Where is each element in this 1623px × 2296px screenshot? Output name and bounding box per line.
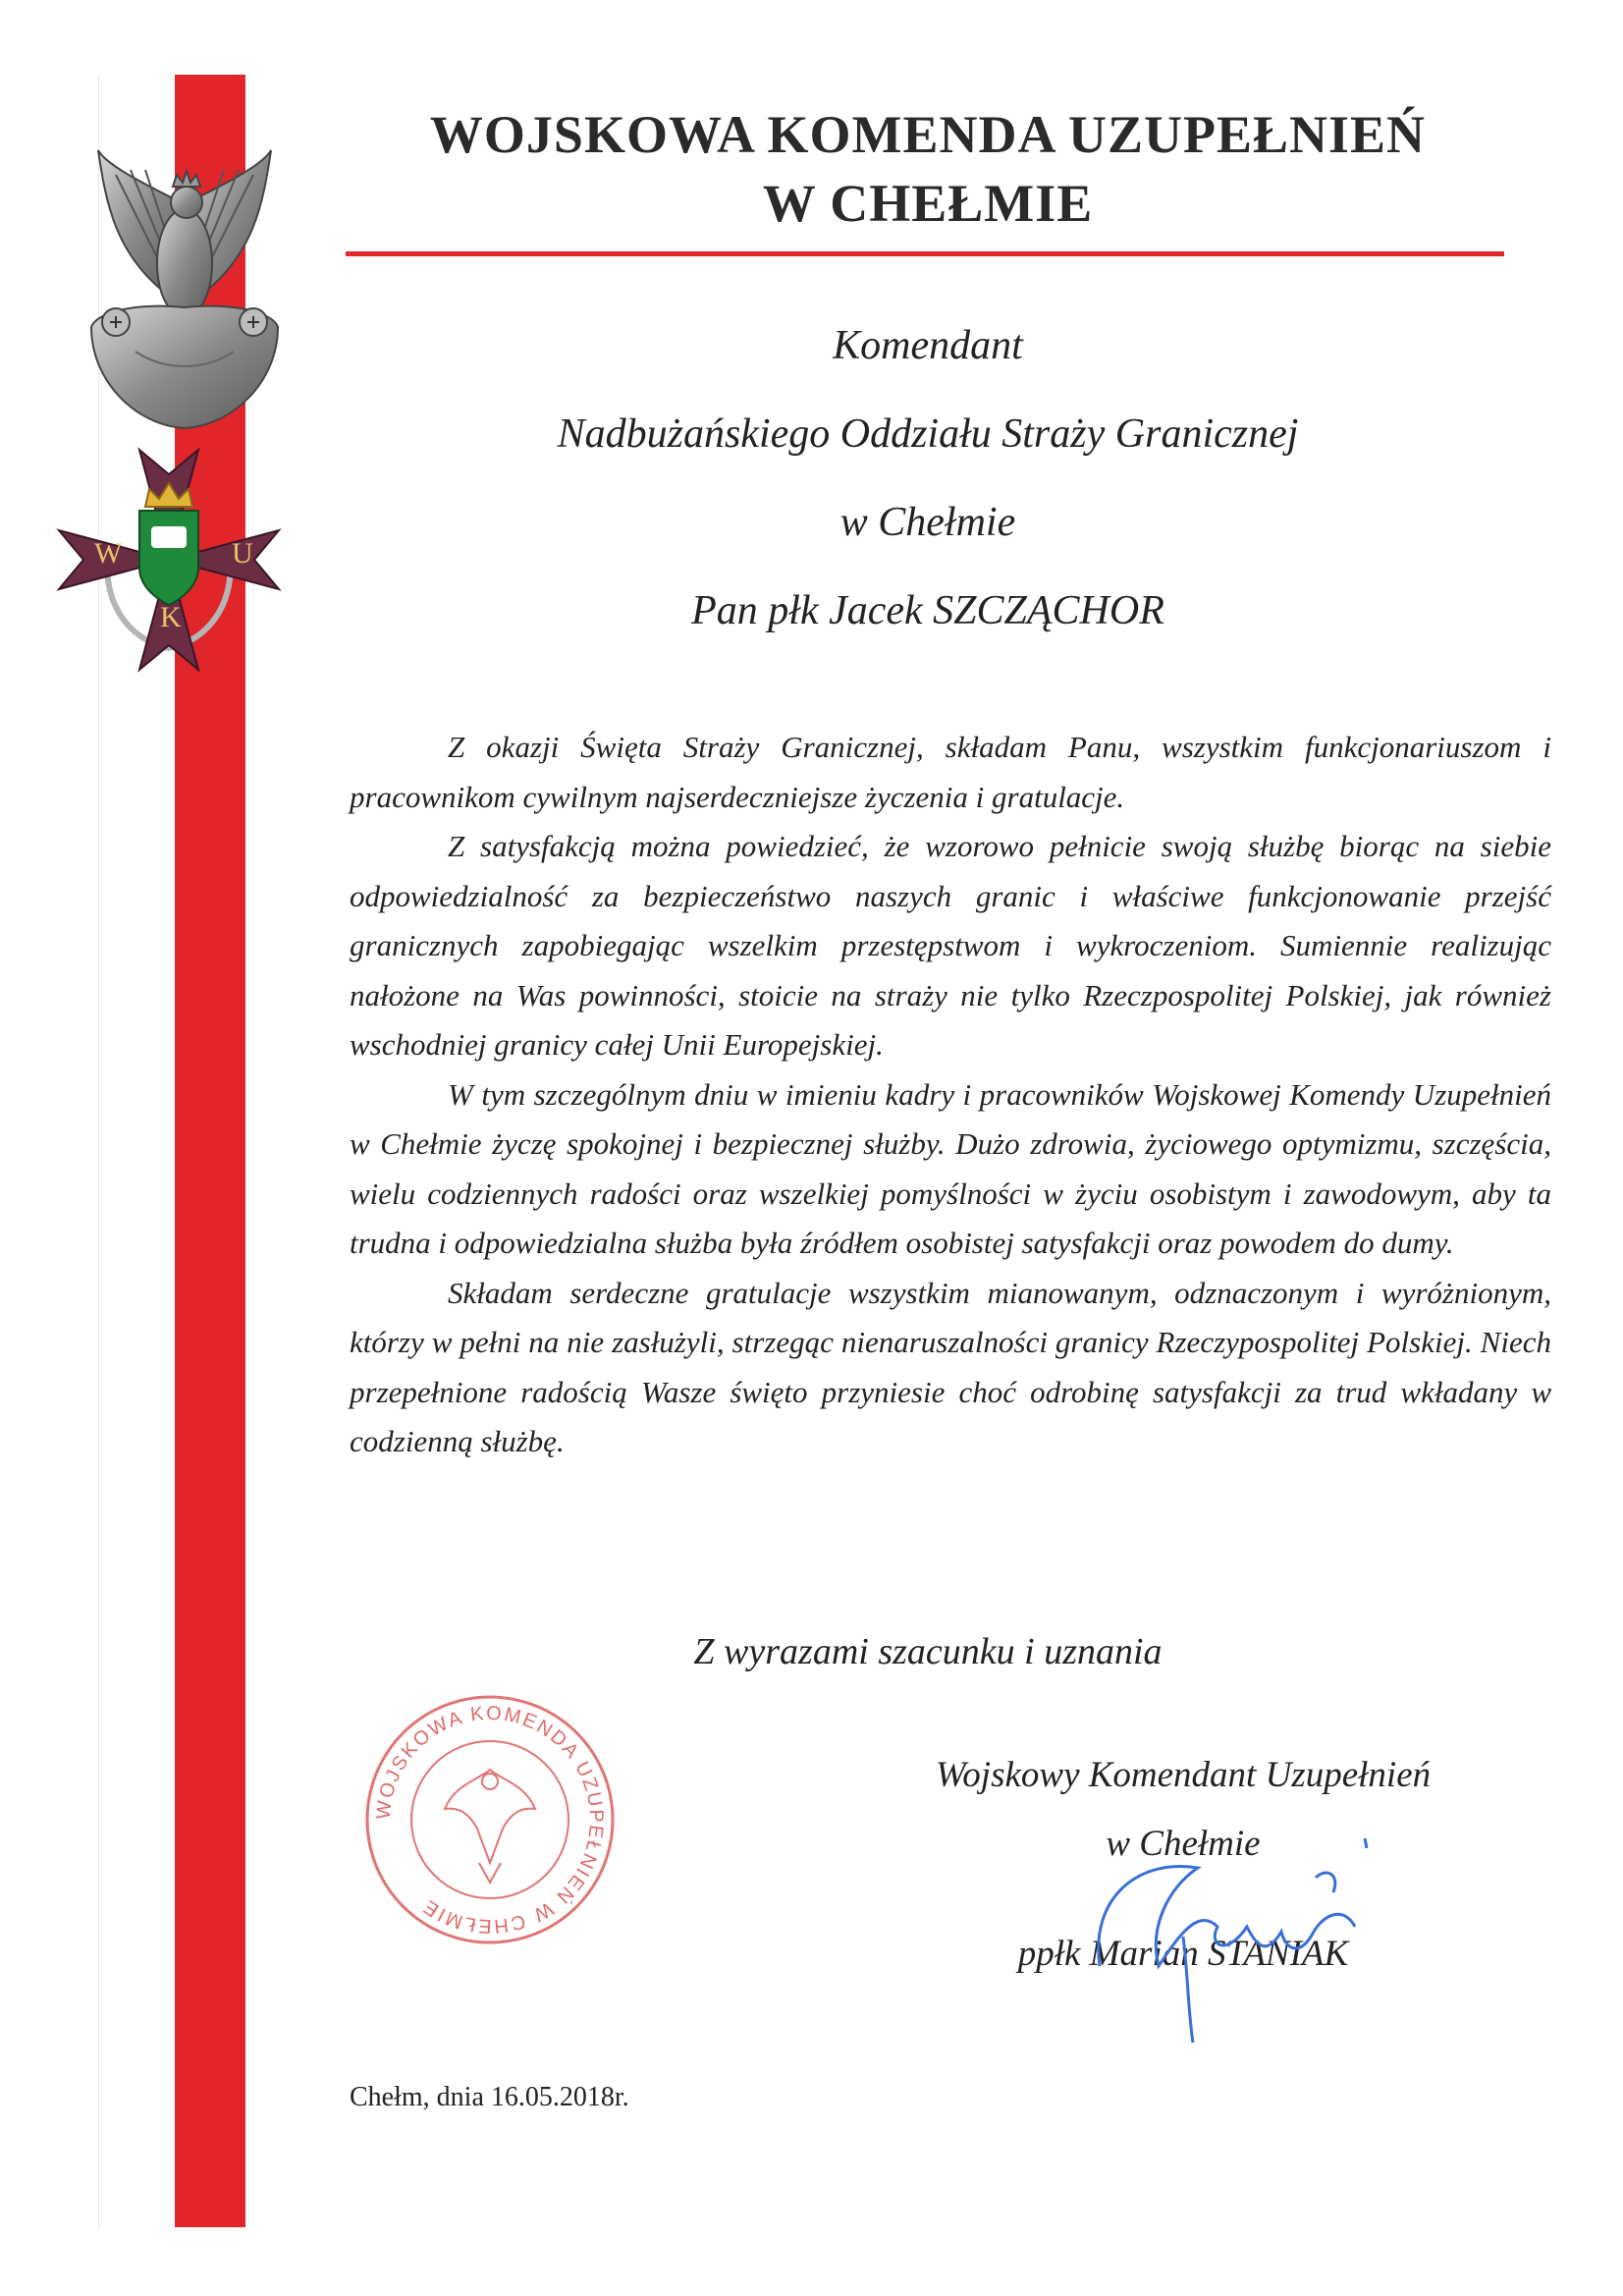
signatory-title-line2: w Chełmie xyxy=(1106,1824,1261,1864)
wku-letter-k: K xyxy=(160,601,182,633)
addressee-line3: w Chełmie xyxy=(839,500,1016,545)
body-paragraph-1: Z okazji Święta Straży Granicznej, składam Panu, wszystkim funkcjonariuszom i pracownikom cywilnym najserdeczniejsze życzenia i gratulacje. xyxy=(350,730,1551,814)
signatory-name: ppłk Marian STANIAK xyxy=(1017,1934,1349,1974)
addressee-line1: Komendant xyxy=(833,323,1023,368)
body-paragraph-4: Składam serdeczne gratulacje wszystkim mianowanym, odznaczonym i wyróżnionym, którzy w pełni na nie zasłużyli, strzegąc nienaruszalności granicy Rzeczypospolitej Polskiej. Niech przepełnione radością Wasze święto przyniesie choć odrobinę satysfakcji za trud wkładany w codzienną służbę. xyxy=(350,1275,1551,1458)
header-divider xyxy=(346,251,1504,256)
wku-letter-u: U xyxy=(232,537,253,570)
handwritten-signature xyxy=(1060,1819,1394,2045)
institution-title-line1: WOJSKOWA KOMENDA UZUPEŁNIEŃ xyxy=(429,105,1427,164)
signatory-title-line1: Wojskowy Komendant Uzupełnień xyxy=(935,1755,1432,1795)
addressee-line2: Nadbużańskiego Oddziału Straży Granicznej xyxy=(557,411,1299,457)
body-paragraph-2: Z satysfakcją można powiedzieć, że wzorowo pełnicie swoją służbę biorąc na siebie odpowiedzialność za bezpieczeństwo naszych granic i właściwe funkcjonowanie przejść granicznych zapobiegając wszelkim przestępstwom i wykroczeniom. Sumiennie realizując nałożone na Was powinności, stoicie na straży nie tylko Rzeczpospolitej Polskiej, jak również wschodniej granicy całej Unii Europejskiej. xyxy=(350,829,1551,1062)
stamp-eagle-icon xyxy=(445,1770,535,1883)
stamp-ring-text: WOJSKOWA KOMENDA UZUPEŁNIEŃ W CHEŁMIE xyxy=(372,1702,608,1938)
svg-text:WOJSKOWA KOMENDA UZUPEŁNIEŃ W xyxy=(373,1703,608,1938)
military-eagle-badge-icon xyxy=(77,145,293,430)
place-and-date: Chełm, dnia 16.05.2018r. xyxy=(350,2082,629,2112)
institution-title-line2: W CHEŁMIE xyxy=(762,174,1094,233)
wku-letter-w: W xyxy=(94,537,123,570)
body-paragraph-3: W tym szczególnym dniu w imieniu kadry i pracowników Wojskowej Komendy Uzupełnień w Chełmie życzę spokojnej i bezpiecznej służby. Dużo zdrowia, życiowego optymizmu, szczęścia, wielu codziennych radości oraz wszelkiej pomyślności w życiu osobistym i zawodowym, aby ta trudna i odpowiedzialna służba była źródłem osobistej satysfakcji oraz powodem do dumy. xyxy=(350,1076,1551,1260)
addressee-line4: Pan płk Jacek SZCZĄCHOR xyxy=(691,588,1164,633)
letter-body xyxy=(350,723,1551,1467)
closing-line: Z wyrazami szacunku i uznania xyxy=(693,1631,1163,1672)
official-stamp xyxy=(361,1691,619,1948)
